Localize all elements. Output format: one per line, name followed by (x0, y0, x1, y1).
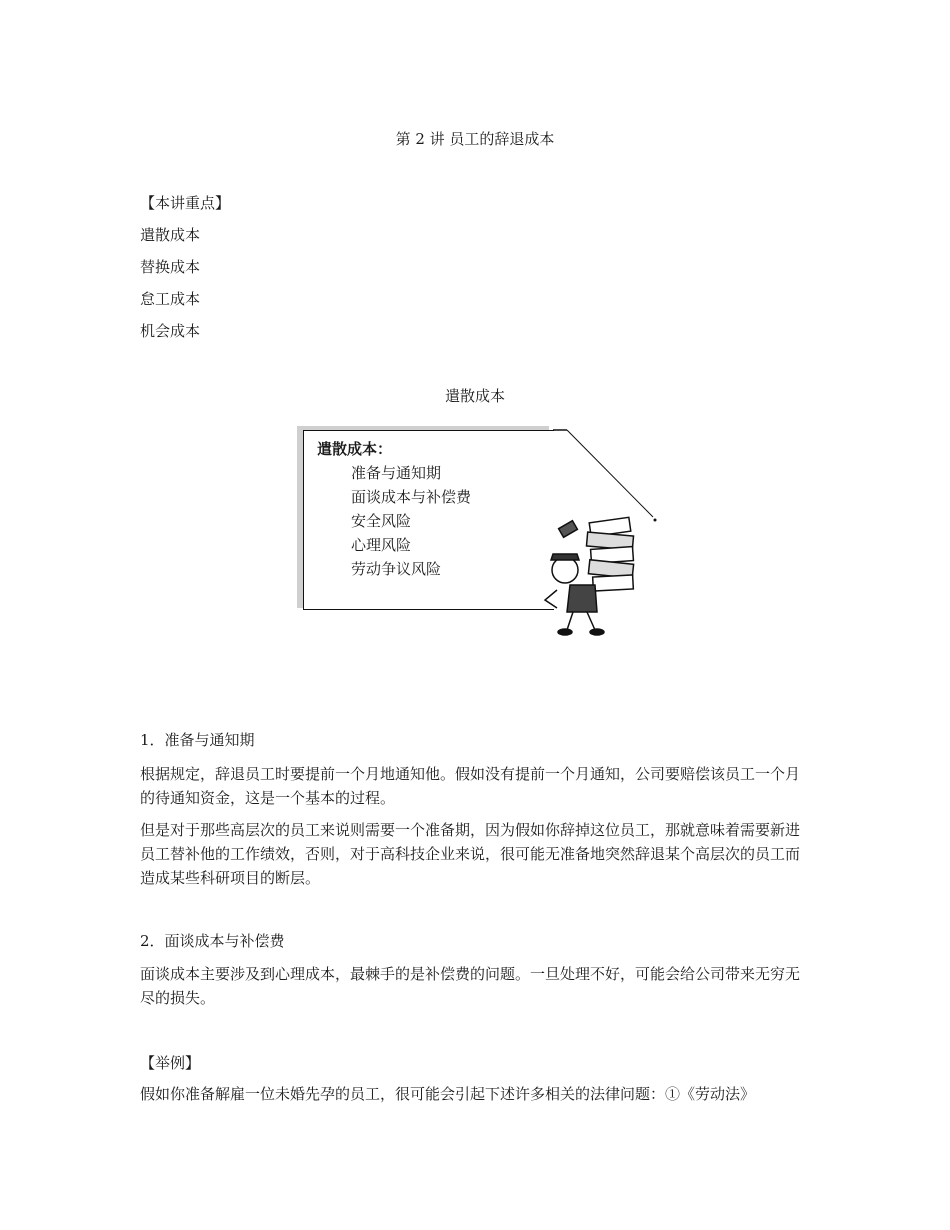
paragraph: 但是对于那些高层次的员工来说则需要一个准备期，因为假如你辞掉这位员工，那就意味着需要新进员工替补他的工作绩效，否则，对于高科技企业来说，很可能无准备地突然辞退某个高层次的员工而造成某些科研项目的断层。 (140, 821, 801, 887)
box-item: 面谈成本与补偿费 (351, 488, 472, 506)
key-point-item: 机会成本 (140, 322, 201, 340)
dismissal-cost-figure (295, 420, 665, 640)
box-item: 安全风险 (351, 512, 412, 530)
example-heading: 【举例】 (140, 1054, 201, 1072)
box-item: 心理风险 (351, 536, 412, 554)
section-heading: 1．准备与通知期 (140, 731, 255, 749)
example-text: 假如你准备解雇一位未婚先孕的员工，很可能会引起下述许多相关的法律问题：①《劳动法》 (140, 1085, 756, 1103)
key-point-item: 替换成本 (140, 258, 201, 276)
section-heading: 2．面谈成本与补偿费 (140, 932, 285, 950)
page-title: 第 2 讲 员工的辞退成本 (395, 130, 555, 148)
paragraph: 面谈成本主要涉及到心理成本，最棘手的是补偿费的问题。一旦处理不好，可能会给公司带来无穷无尽的损失。 (140, 965, 801, 1007)
figure-caption: 遣散成本 (444, 387, 505, 405)
box-item: 准备与通知期 (351, 464, 442, 482)
paragraph: 根据规定，辞退员工时要提前一个月地通知他。假如没有提前一个月通知，公司要赔偿该员工一个月的待通知资金，这是一个基本的过程。 (140, 765, 801, 807)
key-points-heading: 【本讲重点】 (140, 194, 231, 212)
key-point-item: 遣散成本 (140, 226, 201, 244)
box-item: 劳动争议风险 (351, 560, 442, 578)
box-heading: 遣散成本： (317, 440, 393, 458)
person-carrying-boxes-icon (545, 517, 634, 635)
key-point-item: 怠工成本 (140, 290, 201, 308)
